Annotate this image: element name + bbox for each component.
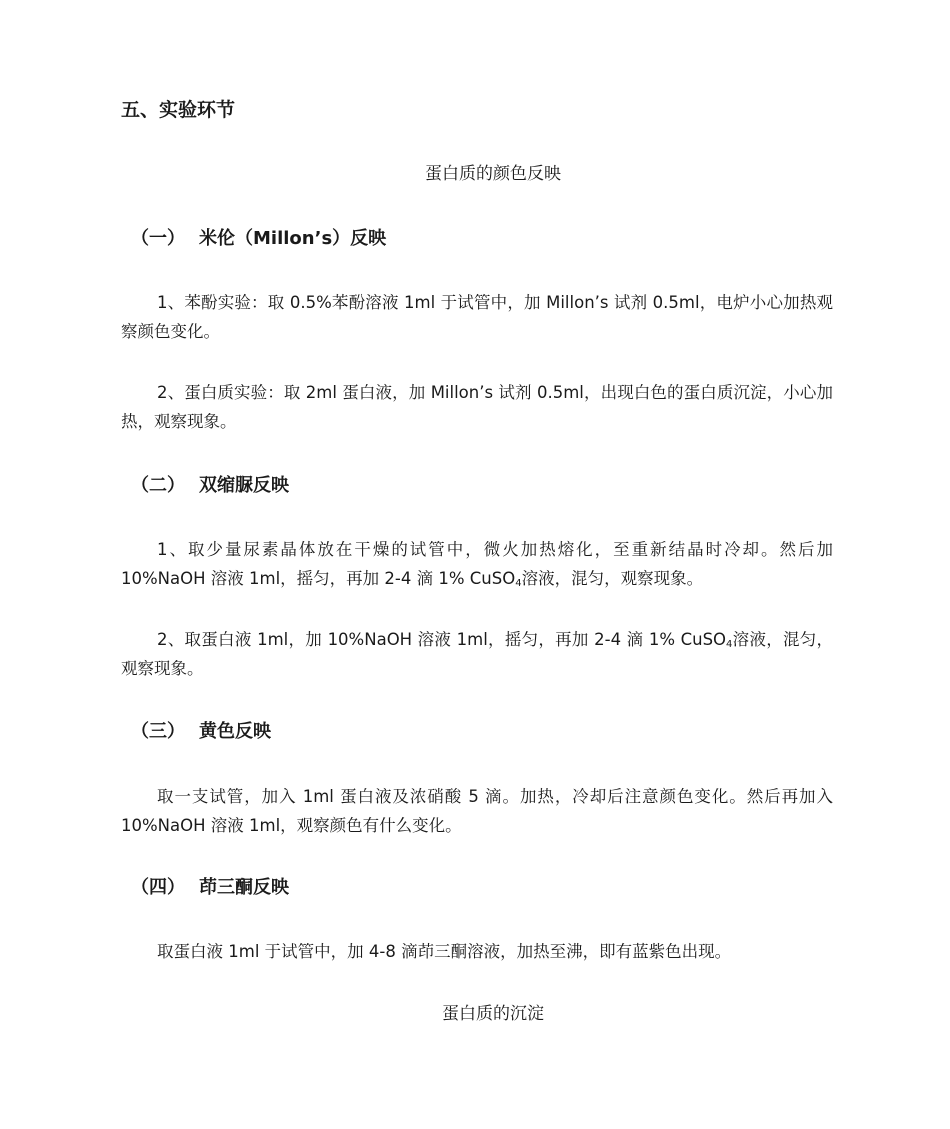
text-run: 1、取少量尿素晶体放在干燥的试管中，微火加热熔化，至重新结晶时冷却。然后加 10%NaOH 溶液 1ml，摇匀，再加 2-4 滴 1% CuSO [121,540,833,588]
subscript: 4 [515,578,522,589]
heading-part4 [131,875,843,901]
subscript: 4 [726,639,733,650]
heading-text: 双缩脲反映 [199,475,289,496]
text-run: 溶液，混匀，观察现象。 [521,569,704,588]
heading-text: 米伦（Millon’s）反映 [199,228,387,249]
text-run: 2、取蛋白液 1ml，加 10%NaOH 溶液 1ml，摇匀，再加 2-4 滴 1% CuSO [157,630,727,649]
subtitle-precipitation: 蛋白质的沉淀 [442,1004,544,1024]
heading-text: 茚三酮反映 [199,877,289,898]
paragraph-part2-2 [121,625,833,683]
paragraph-part2-1 [121,535,833,593]
heading-number: （二） [131,475,185,496]
text-run: 溶液，混匀，观察现象。 [121,630,833,678]
paragraph-part4-1: 取蛋白液 1ml 于试管中，加 4-8 滴茚三酮溶液，加热至沸，即有蓝紫色出现。 [157,942,732,961]
heading-part2 [131,473,843,499]
heading-number: （一） [131,228,185,249]
heading-part1 [131,226,843,252]
subtitle-color-reaction: 蛋白质的颜色反映 [425,164,561,184]
section-title: 五、实验环节 [121,99,236,121]
paragraph-part3-1: 取一支试管，加入 1ml 蛋白液及浓硝酸 5 滴。加热，冷却后注意颜色变化。然后再加入 10%NaOH 溶液 1ml，观察颜色有什么变化。 [121,787,833,835]
paragraph-part1-1: 1、苯酚实验：取 0.5%苯酚溶液 1ml 于试管中，加 Millon’s 试剂 0.5ml，电炉小心加热观察颜色变化。 [121,293,833,341]
heading-number: （四） [131,877,185,898]
heading-number: （三） [131,721,185,742]
paragraph-part1-2: 2、蛋白质实验：取 2ml 蛋白液，加 Millon’s 试剂 0.5ml，出现白色的蛋白质沉淀，小心加热，观察现象。 [121,383,833,431]
heading-text: 黄色反映 [199,721,271,742]
heading-part3 [131,719,843,745]
